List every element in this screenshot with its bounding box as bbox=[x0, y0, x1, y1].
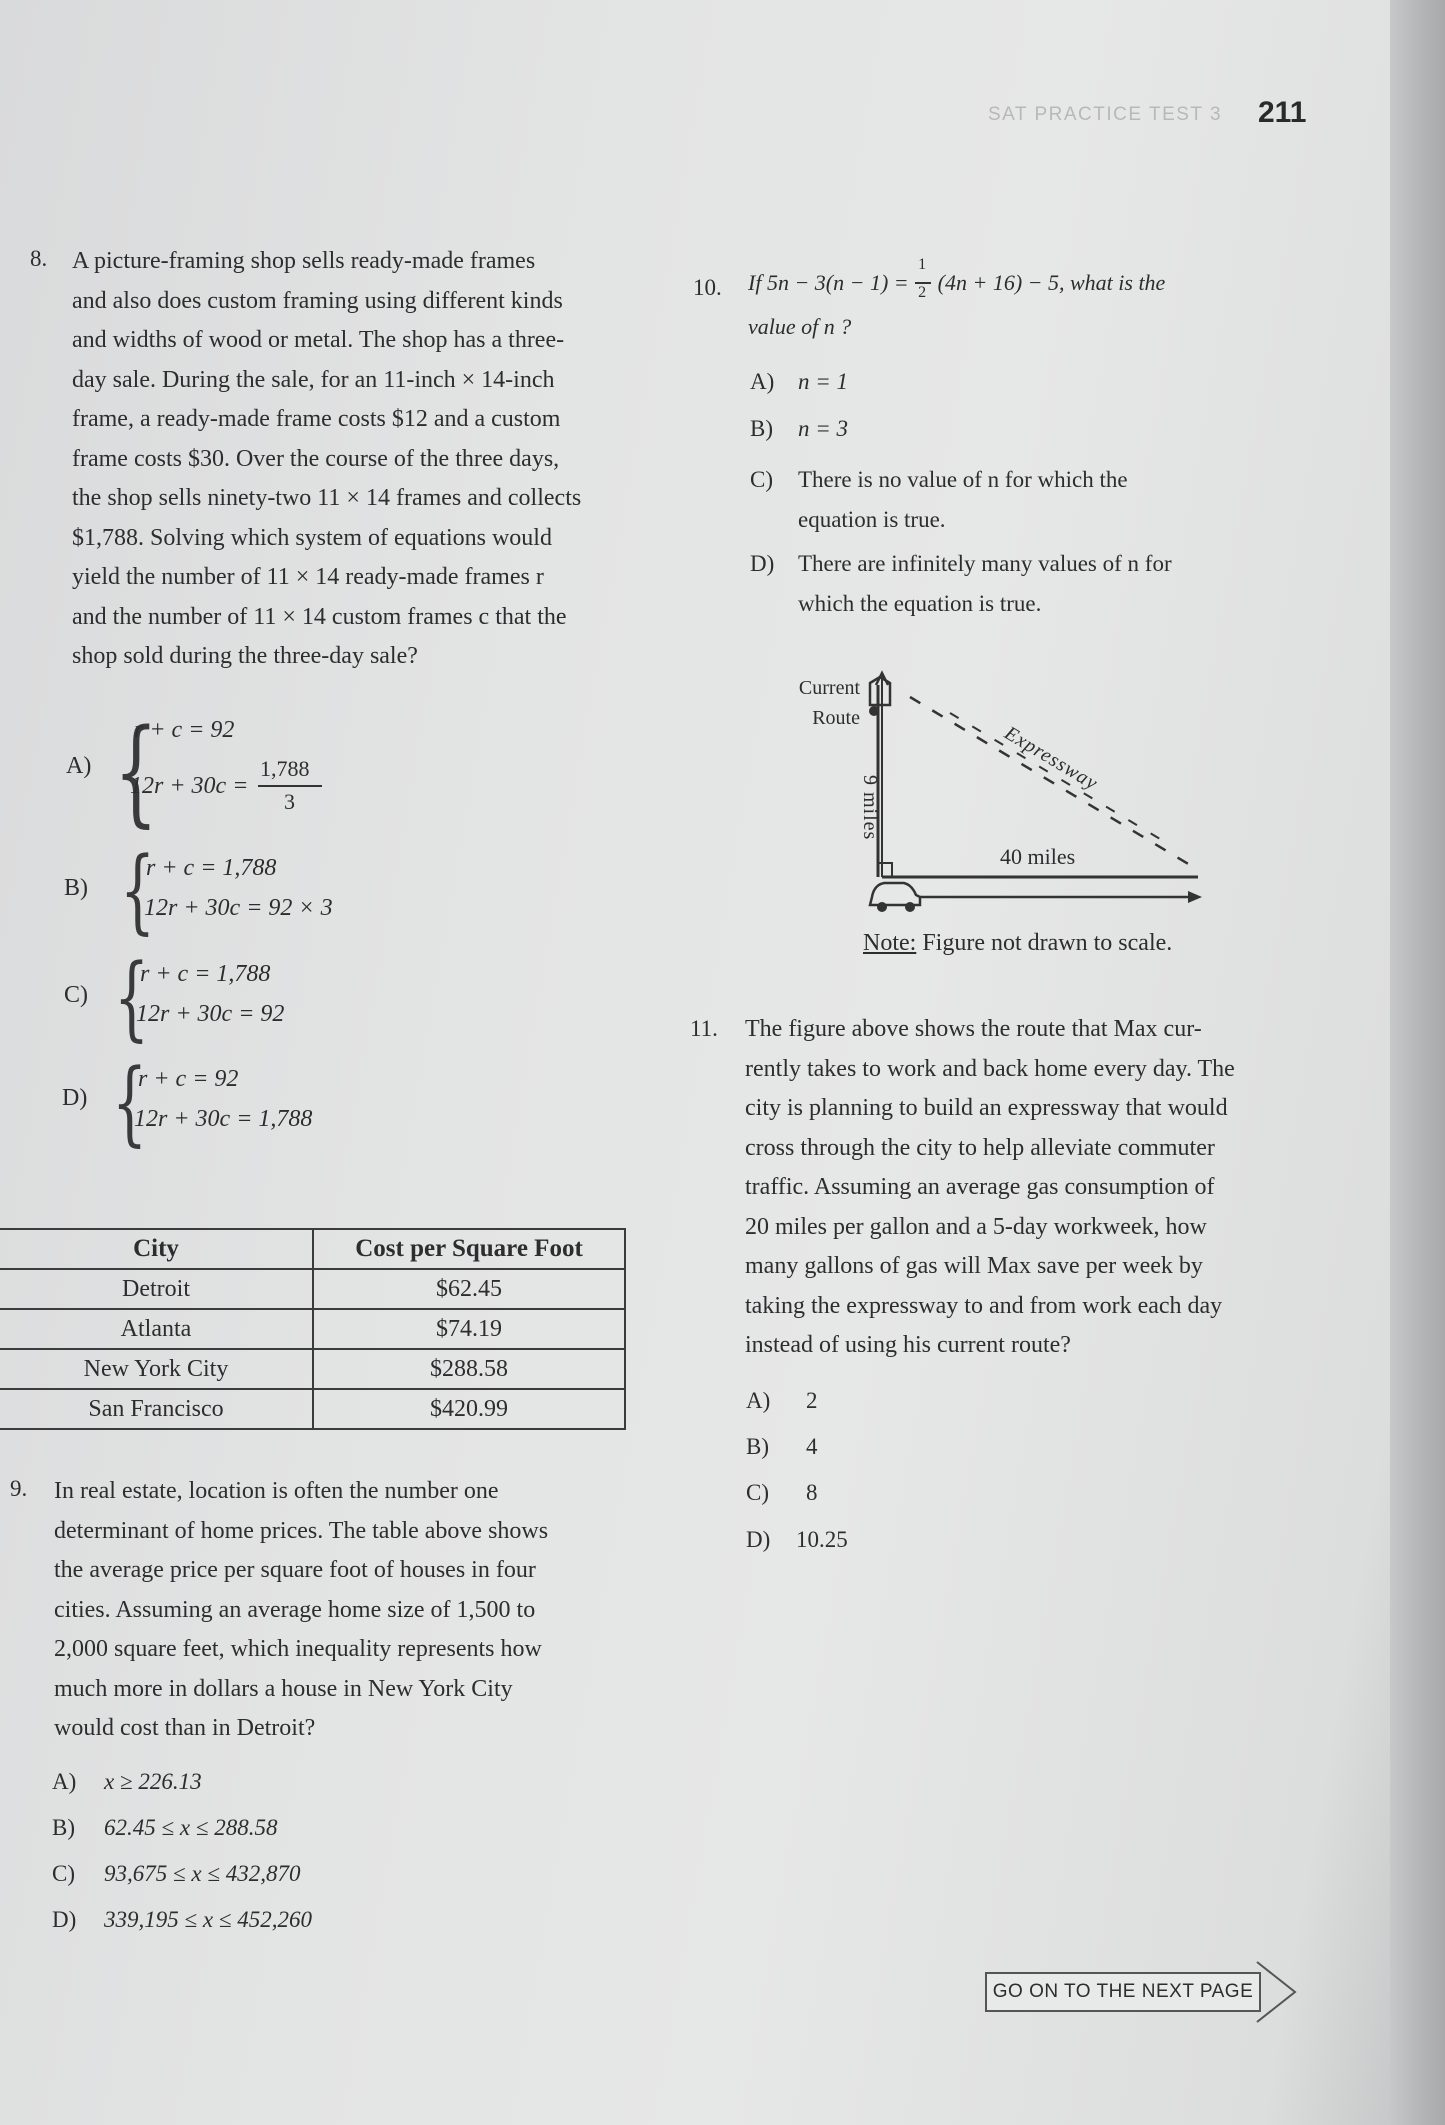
choice-letter: B) bbox=[746, 1434, 769, 1459]
q8-line: yield the number of 11 × 14 ready-made frames r bbox=[72, 564, 544, 590]
choice-text: 4 bbox=[806, 1434, 818, 1459]
equation-1: r + c = 92 bbox=[138, 1066, 239, 1092]
cost-table bbox=[0, 1228, 626, 1430]
q8-line: and widths of wood or metal. The shop has a three- bbox=[72, 327, 565, 353]
q10-stem-line1 bbox=[748, 256, 1166, 301]
choice-text: 8 bbox=[806, 1480, 818, 1505]
q10-eq-left: If 5n − 3(n − 1) = bbox=[748, 270, 909, 296]
fraction-numerator: 1,788 bbox=[260, 756, 310, 781]
page-number: 211 bbox=[1258, 96, 1307, 129]
q9-line: 2,000 square feet, which inequality represents how bbox=[54, 1636, 542, 1662]
q11-choice-d[interactable] bbox=[746, 1525, 848, 1555]
q10-choice-c[interactable] bbox=[750, 460, 1128, 540]
q11-choice-b[interactable] bbox=[746, 1432, 818, 1462]
right-angle-mark bbox=[878, 863, 892, 877]
choice-letter: D) bbox=[750, 551, 775, 576]
q9-line: much more in dollars a house in New York City bbox=[54, 1675, 513, 1702]
expressway-line-2 bbox=[950, 713, 1170, 845]
choice-text: n = 1 bbox=[798, 369, 849, 394]
choice-text: 93,675 ≤ x ≤ 432,870 bbox=[104, 1861, 301, 1886]
equation-1: r + c = 1,788 bbox=[140, 961, 271, 987]
choice-letter: B) bbox=[750, 416, 773, 441]
q8-line: $1,788. Solving which system of equations would bbox=[72, 524, 552, 551]
table-cell: $62.45 bbox=[313, 1269, 625, 1309]
label-current: Current bbox=[798, 677, 860, 699]
column-header: Cost per Square Foot bbox=[313, 1229, 625, 1269]
table-row bbox=[0, 1349, 625, 1389]
fraction-numerator: 1 bbox=[918, 256, 927, 273]
q11-line: 20 miles per gallon and a 5-day workweek, how bbox=[745, 1213, 1207, 1240]
choice-letter: B) bbox=[64, 875, 88, 901]
choice-letter: C) bbox=[52, 1861, 75, 1886]
q10-stem-line2: value of n ? bbox=[748, 314, 852, 339]
table-row bbox=[0, 1389, 625, 1429]
choice-letter: A) bbox=[750, 369, 775, 394]
q9-choice-d[interactable] bbox=[52, 1905, 312, 1935]
q9-stem bbox=[54, 1472, 654, 1749]
q8-line: shop sold during the three-day sale? bbox=[72, 643, 418, 669]
q9-line: would cost than in Detroit? bbox=[54, 1715, 316, 1741]
q11-line: traffic. Assuming an average gas consumption of bbox=[745, 1174, 1215, 1200]
equation-2: 12r + 30c = 1,788 bbox=[134, 1106, 313, 1132]
table-cell: Detroit bbox=[0, 1269, 313, 1309]
q8-line: frame, a ready-made frame costs $12 and a custom bbox=[72, 406, 561, 432]
q8-line: the shop sells ninety-two 11 × 14 frames and collects bbox=[72, 485, 582, 511]
choice-text: 2 bbox=[806, 1388, 818, 1413]
choice-letter: C) bbox=[746, 1480, 769, 1505]
page-edge bbox=[1390, 0, 1445, 2125]
label-expressway: Expressway bbox=[1000, 722, 1102, 795]
q8-line: frame costs $30. Over the course of the three days, bbox=[72, 445, 560, 472]
q9-line: cities. Assuming an average home size of 1,500 to bbox=[54, 1596, 536, 1623]
q11-choice-c[interactable] bbox=[746, 1478, 818, 1508]
q10-eq-right: (4n + 16) − 5, what is the bbox=[937, 270, 1166, 296]
note-label: Note: bbox=[863, 930, 917, 956]
table-row bbox=[0, 1269, 625, 1309]
q9-choice-b[interactable] bbox=[52, 1813, 277, 1843]
choice-text-cont: which the equation is true. bbox=[798, 591, 1042, 616]
current-route-label bbox=[784, 673, 860, 733]
choice-text: n = 3 bbox=[798, 416, 849, 441]
equation-1: r + c = 92 bbox=[134, 717, 235, 743]
q9-number: 9. bbox=[10, 1476, 28, 1501]
choice-letter: C) bbox=[64, 982, 88, 1008]
choice-text: 339,195 ≤ x ≤ 452,260 bbox=[104, 1907, 312, 1932]
note-text: Figure not drawn to scale. bbox=[922, 930, 1173, 956]
choice-letter: D) bbox=[746, 1527, 771, 1552]
choice-text: 10.25 bbox=[796, 1527, 848, 1552]
label-40-miles: 40 miles bbox=[1000, 844, 1076, 869]
choice-text-cont: equation is true. bbox=[798, 507, 946, 532]
equation-1: r + c = 1,788 bbox=[146, 855, 277, 881]
brace-icon: { bbox=[114, 705, 158, 839]
brace-icon: { bbox=[112, 1049, 148, 1156]
table-cell: San Francisco bbox=[0, 1389, 313, 1429]
choice-letter: A) bbox=[746, 1388, 771, 1413]
expressway-line bbox=[910, 697, 1190, 865]
brace-icon: { bbox=[120, 837, 156, 944]
table-cell: New York City bbox=[0, 1349, 313, 1389]
q9-line: In real estate, location is often the number one bbox=[54, 1478, 499, 1504]
choice-letter: C) bbox=[750, 467, 773, 492]
go-on-label: GO ON TO THE NEXT PAGE bbox=[985, 1972, 1261, 2012]
choice-text: There is no value of n for which the bbox=[798, 467, 1128, 492]
choice-letter: B) bbox=[52, 1815, 75, 1840]
label-route: Route bbox=[812, 707, 860, 729]
q8-number: 8. bbox=[30, 246, 48, 271]
q8-line: A picture-framing shop sells ready-made frames bbox=[72, 248, 536, 274]
q11-stem bbox=[745, 1010, 1345, 1366]
q11-line: many gallons of gas will Max save per week by bbox=[745, 1253, 1203, 1279]
table-cell: Atlanta bbox=[0, 1309, 313, 1349]
arrowhead-right-icon bbox=[1188, 891, 1202, 903]
label-9-miles: 9 miles bbox=[859, 775, 881, 841]
q10-number: 10. bbox=[693, 275, 722, 300]
q11-number: 11. bbox=[690, 1016, 718, 1041]
q10-choice-a[interactable] bbox=[750, 367, 848, 397]
column-header: City bbox=[0, 1229, 313, 1269]
choice-letter: A) bbox=[66, 753, 92, 779]
q8-line: and also does custom framing using different kinds bbox=[72, 287, 563, 314]
table-cell: $420.99 bbox=[313, 1389, 625, 1429]
brace-icon: { bbox=[114, 944, 150, 1051]
table-cell: $288.58 bbox=[313, 1349, 625, 1389]
q11-choice-a[interactable] bbox=[746, 1386, 818, 1416]
choice-letter: A) bbox=[52, 1769, 77, 1794]
running-header: SAT PRACTICE TEST 3 bbox=[988, 104, 1223, 125]
arrow-right-icon bbox=[1255, 1960, 1299, 2024]
choice-letter: D) bbox=[62, 1085, 88, 1111]
q10-fraction bbox=[914, 256, 932, 301]
table-header-row bbox=[0, 1229, 625, 1269]
q10-choice-b[interactable] bbox=[750, 414, 848, 444]
q9-line: determinant of home prices. The table above shows bbox=[54, 1517, 549, 1544]
q11-line: The figure above shows the route that Max cur- bbox=[745, 1016, 1202, 1042]
q11-line: cross through the city to help alleviate commuter bbox=[745, 1134, 1215, 1161]
q11-line: taking the expressway to and from work each day bbox=[745, 1292, 1223, 1319]
equation-2: 12r + 30c = bbox=[130, 773, 249, 799]
q11-line: rently takes to work and back home every day. The bbox=[745, 1055, 1235, 1082]
equation-2: 12r + 30c = 92 bbox=[136, 1001, 285, 1027]
choice-text: 62.45 ≤ x ≤ 288.58 bbox=[104, 1815, 278, 1840]
q9-choice-c[interactable] bbox=[52, 1859, 300, 1889]
choice-text: There are infinitely many values of n for bbox=[798, 551, 1172, 576]
fraction-denominator: 2 bbox=[918, 284, 927, 301]
q9-choice-a[interactable] bbox=[52, 1767, 202, 1797]
fraction-bar bbox=[258, 785, 322, 787]
q10-choice-d[interactable] bbox=[750, 544, 1172, 624]
choice-letter: D) bbox=[52, 1907, 77, 1932]
q9-line: the average price per square foot of houses in four bbox=[54, 1557, 536, 1583]
q8-stem bbox=[72, 242, 652, 677]
figure-note bbox=[863, 930, 1172, 957]
q8-line: and the number of 11 × 14 custom frames c that the bbox=[72, 603, 567, 630]
q11-line: instead of using his current route? bbox=[745, 1332, 1071, 1358]
q11-line: city is planning to build an expressway that would bbox=[745, 1095, 1228, 1121]
equation-2: 12r + 30c = 92 × 3 bbox=[144, 895, 333, 921]
q8-line: day sale. During the sale, for an 11-inch × 14-inch bbox=[72, 366, 555, 393]
choice-text: x ≥ 226.13 bbox=[104, 1769, 202, 1794]
fraction-denominator: 3 bbox=[284, 789, 295, 814]
car-icon bbox=[870, 883, 920, 912]
table-row bbox=[0, 1309, 625, 1349]
table-cell: $74.19 bbox=[313, 1309, 625, 1349]
